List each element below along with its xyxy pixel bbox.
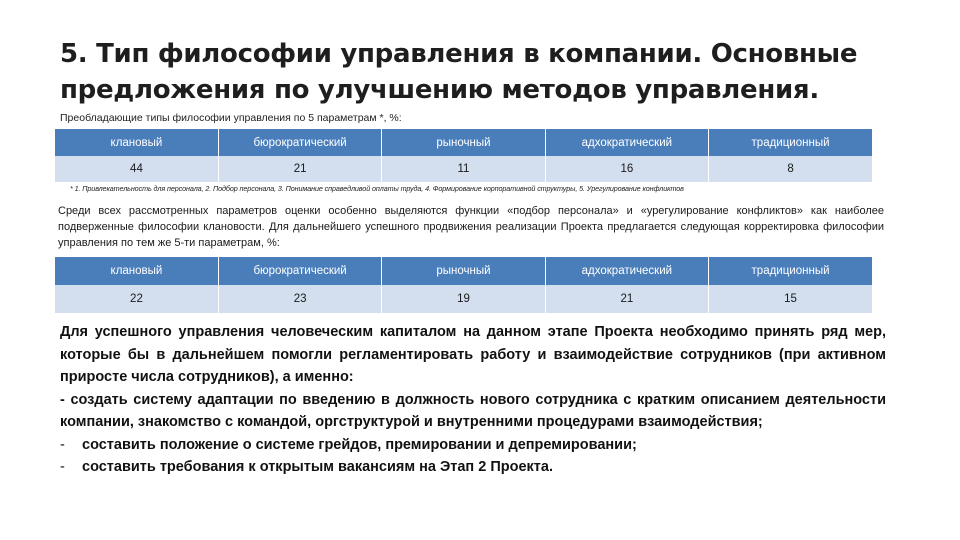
table1-caption: Преобладающие типы философии управления по 5 параметрам *, %: [60,112,402,124]
header-cell-bureaucratic: бюрократический [218,257,381,285]
table-header-row [55,257,872,285]
header-cell-klan: клановый [55,257,218,285]
table-row [55,156,872,182]
proposal-item-grades [60,434,886,457]
value-cell-market: 11 [382,156,545,182]
header-cell-market: рыночный [382,257,545,285]
philosophy-types-table-current [55,129,872,182]
header-cell-traditional: традиционный [709,257,872,285]
proposals-intro: Для успешного управления человеческим капиталом на данном этапе Проекта необходимо принять ряд мер, которые бы в дальнейшем помогли регламентировать работу и взаимодействие сотрудников (при активном приросте числа сотрудников), а именно: [60,324,886,385]
list-dash: - [60,436,65,453]
analysis-paragraph: Среди всех рассмотренных параметров оценки особенно выделяются функции «подбор персонала» и «урегулирование конфликтов» как наиболее подверженные философии клановости. Для дальнейшего успешного продвижения реализации Проекта предлагается следующая корректировка философии управления по тем же 5-ти параметрам, %: [58,205,884,249]
header-cell-klan: клановый [55,129,218,156]
table-row [55,285,872,313]
philosophy-types-table-proposed [55,257,872,313]
page-title: 5. Тип философии управления в компании. Основные предложения по улучшению методов управления. [60,39,858,105]
value-cell-market: 19 [382,285,545,313]
value-cell-adhocratic: 21 [545,285,708,313]
value-cell-bureaucratic: 21 [218,156,381,182]
header-cell-traditional: традиционный [709,129,872,156]
proposal-item-vacancies [60,456,886,479]
value-cell-klan: 22 [55,285,218,313]
proposals-block [60,321,886,479]
header-cell-bureaucratic: бюрократический [218,129,381,156]
proposal-item-adaptation: - создать систему адаптации по введению в должность нового сотрудника с кратким описанием деятельности компании, знакомство с командой, оргструктурой и внутренними процедурами взаимодействия; [60,391,886,430]
value-cell-traditional: 15 [709,285,872,313]
header-cell-adhocratic: адхократический [545,129,708,156]
value-cell-adhocratic: 16 [545,156,708,182]
proposal-item-grades-text: составить положение о системе грейдов, премировании и депремировании; [82,436,637,453]
footnote: * 1. Привлекательность для персонала, 2. Подбор персонала, 3. Понимание справедливой оплаты труда, 4. Формирование корпоративной структуры, 5. Урегулирование конфликтов [70,184,684,193]
proposal-item-vacancies-text: составить требования к открытым вакансиям на Этап 2 Проекта. [82,459,553,475]
list-dash: - [60,459,65,475]
value-cell-bureaucratic: 23 [218,285,381,313]
header-cell-adhocratic: адхократический [545,257,708,285]
table-header-row [55,129,872,156]
value-cell-klan: 44 [55,156,218,182]
value-cell-traditional: 8 [709,156,872,182]
header-cell-market: рыночный [382,129,545,156]
